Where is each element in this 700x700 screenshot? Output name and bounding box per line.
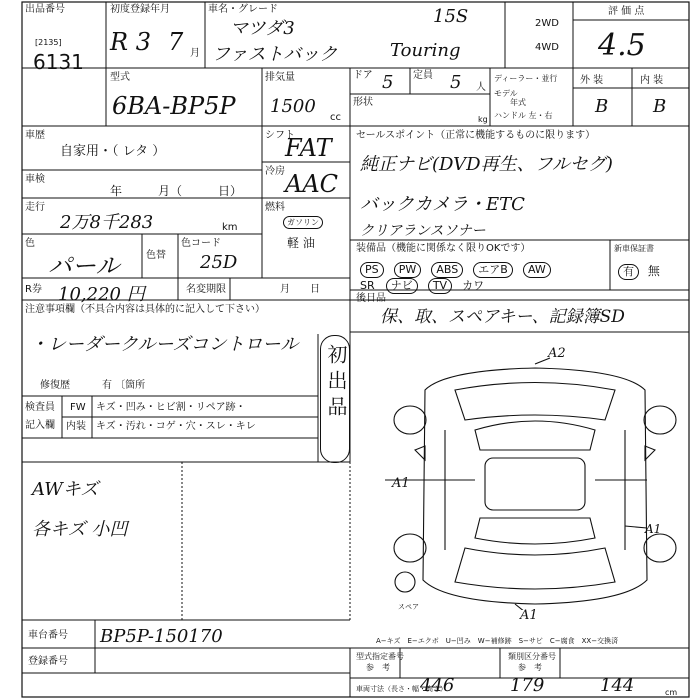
model-code: 6BA-BP5P [112, 92, 236, 120]
wheel-front-right [644, 406, 676, 434]
doors-value: 5 [382, 72, 394, 93]
selling-point-1: 純正ナビ(DVD再生、フルセグ) [360, 154, 613, 175]
dimensions-label: 車両寸法（長さ・幅・高さ） [356, 685, 447, 693]
category-number-label: 類別区分番号 [508, 652, 556, 661]
equip-leather: カワ [462, 279, 485, 292]
inspection-label: 車検 [25, 174, 45, 185]
car-roof [485, 458, 585, 510]
wheel-front-left [394, 406, 426, 434]
category-value: 自家用・（ レタ ） [60, 144, 166, 159]
score-label: 評 価 点 [608, 6, 645, 17]
shift-label: シフト [265, 130, 295, 141]
warranty-label: 新車保証書 [614, 244, 654, 253]
registration-label: 登録番号 [28, 656, 68, 667]
wheel-rear-right [644, 534, 676, 562]
model-year-label: モデル [494, 89, 518, 98]
name-grade-label: 車名・グレード [208, 4, 278, 15]
cm-unit: cm [665, 688, 678, 697]
capacity-label: 定員 [413, 70, 433, 81]
displacement-label: 排気量 [265, 72, 295, 83]
exterior-label: 外 装 [580, 75, 604, 86]
warranty-options [618, 262, 660, 280]
equip-aw: AW [523, 262, 551, 278]
color-value: パール [48, 252, 120, 280]
month-unit: 月 [190, 48, 200, 59]
first-listing-text: 初出品 [324, 344, 348, 422]
displacement-value: 1500 [270, 96, 316, 117]
shape-label: 形状 [353, 97, 373, 108]
grade: 15S [433, 6, 469, 27]
recycle-value: 10,220 円 [58, 284, 145, 305]
dimension-height: 144 [600, 675, 635, 696]
inspector-label: 検査員 [25, 402, 55, 413]
equip-tv: TV [428, 278, 452, 294]
doors-label: ドア [353, 70, 373, 81]
model-label: 型式 [110, 72, 130, 83]
spare-label: スペア [398, 603, 419, 611]
fw-items: キズ・凹み・ヒビ割・リペア跡・ [96, 402, 246, 413]
notes-title: 注意事項欄（不具合内容は具体的に記入して下さい） [25, 304, 265, 315]
lot-number: 6131 [33, 50, 84, 74]
car-body-outline [423, 368, 647, 604]
car-rear-window [475, 518, 595, 544]
equip-navi: ナビ [386, 278, 418, 294]
entry-label: 記入欄 [25, 420, 55, 431]
handle-label: ハンドル 左・右 [494, 111, 553, 120]
car-damage-diagram [385, 350, 685, 610]
chassis-label: 車台番号 [28, 630, 68, 641]
dimension-width: 179 [510, 675, 545, 696]
first-listing-stamp [320, 335, 350, 463]
score-value: 4.5 [598, 28, 646, 63]
year-label: 年式 [510, 98, 526, 107]
accessories-label: 後日品 [356, 293, 386, 304]
interior-grade: B [653, 96, 667, 117]
warranty-yes: 有 [618, 264, 639, 280]
fuel-diesel: 軽 油 [287, 236, 315, 250]
color-change-label: 色替 [146, 250, 166, 261]
car-hood [455, 383, 615, 421]
equip-abs: ABS [431, 262, 463, 278]
fuel-gasoline: ガソリン [283, 216, 323, 229]
km-unit: km [222, 222, 238, 233]
car-windshield [475, 421, 595, 450]
warranty-no: 無 [647, 264, 660, 278]
dimension-length: 446 [420, 675, 455, 696]
equipment-title: 装備品（機能に関係なく限りOKです） [356, 243, 531, 254]
selling-point-3: クリアランスソナー [360, 223, 486, 239]
interior-items: キズ・汚れ・コゲ・穴・スレ・キレ [96, 421, 256, 432]
lot-code: [2135] [35, 38, 62, 47]
category-number-ref: 参 考 [518, 663, 542, 672]
car-name: マツダ3 [230, 18, 295, 39]
mileage-value: 2万8千283 [60, 212, 154, 233]
equipment-row-2 [360, 274, 610, 294]
wheel-rear-left [394, 534, 426, 562]
equip-airbag: エアB [473, 262, 513, 278]
accessories-value: 保、取、スペアキー、記録簿SD [380, 307, 625, 327]
dealer-label: ディーラー・並行 [494, 74, 558, 83]
recycle-label: R券 [25, 284, 42, 295]
name-change-value: 月 日 [280, 284, 320, 295]
remark-aw: AWキズ [32, 479, 99, 500]
repair-history-label: 修復歴 [40, 380, 70, 391]
damage-mark-a1-bottom: A1 [520, 608, 538, 623]
sub-grade: Touring [390, 40, 461, 61]
color-code-value: 25D [200, 252, 238, 273]
damage-legend: A−キズ E−エクボ U−凹み W−補修跡 S−サビ C−腐食 XX−交換済 [376, 637, 619, 645]
category-label: 車歴 [25, 130, 45, 141]
damage-mark-a2: A2 [548, 346, 566, 361]
exterior-grade: B [595, 96, 609, 117]
capacity-value: 5 [450, 72, 462, 93]
notes-line-1: ・レーダークルーズコントロール [30, 334, 299, 355]
drive-4wd: 4WD [535, 42, 559, 53]
repair-history-value: 有 〔箇所 [102, 380, 146, 391]
color-code-label: 色コード [181, 238, 221, 249]
fuel-label: 燃料 [265, 202, 285, 213]
drive-2wd: 2WD [535, 18, 559, 29]
certified-ref: 参 考 [366, 663, 390, 672]
ac-label: 冷房 [265, 166, 285, 177]
car-trunk [455, 548, 615, 589]
selling-points-title: セールスポイント（正常に機能するものに限ります） [356, 130, 596, 141]
first-registration-label: 初度登録年月 [110, 4, 170, 15]
person-unit: 人 [476, 82, 486, 93]
certified-label: 型式指定番号 [356, 652, 404, 661]
remark-scratches: 各キズ 小凹 [32, 519, 128, 540]
spare-tire [395, 572, 415, 592]
color-label: 色 [25, 238, 35, 249]
damage-mark-a1-right: A1 [645, 522, 662, 536]
shift-value: FAT [285, 134, 332, 162]
interior-label: 内 装 [640, 75, 664, 86]
mileage-label: 走行 [25, 202, 45, 213]
first-registration-month: 7 [168, 28, 184, 56]
cc-unit: cc [330, 112, 341, 123]
kg-unit: kg [478, 115, 488, 124]
selling-point-2: バックカメラ・ETC [360, 194, 525, 215]
body-type: ファストバック [212, 44, 338, 65]
damage-mark-a1-left: A1 [392, 476, 410, 491]
equip-pw: PW [394, 262, 422, 278]
equip-sr: SR [360, 279, 375, 292]
lot-number-label: 出品番号 [25, 4, 65, 15]
equip-ps: PS [360, 262, 384, 278]
inspection-value: 年 月（ 日） [110, 184, 243, 198]
chassis-number: BP5P-150170 [100, 626, 223, 647]
name-change-label: 名変期限 [186, 284, 226, 295]
ac-value: AAC [285, 170, 339, 198]
first-registration-year: R 3 [110, 28, 151, 56]
interior-check-label: 内装 [66, 421, 86, 432]
fw-label: FW [70, 402, 86, 413]
